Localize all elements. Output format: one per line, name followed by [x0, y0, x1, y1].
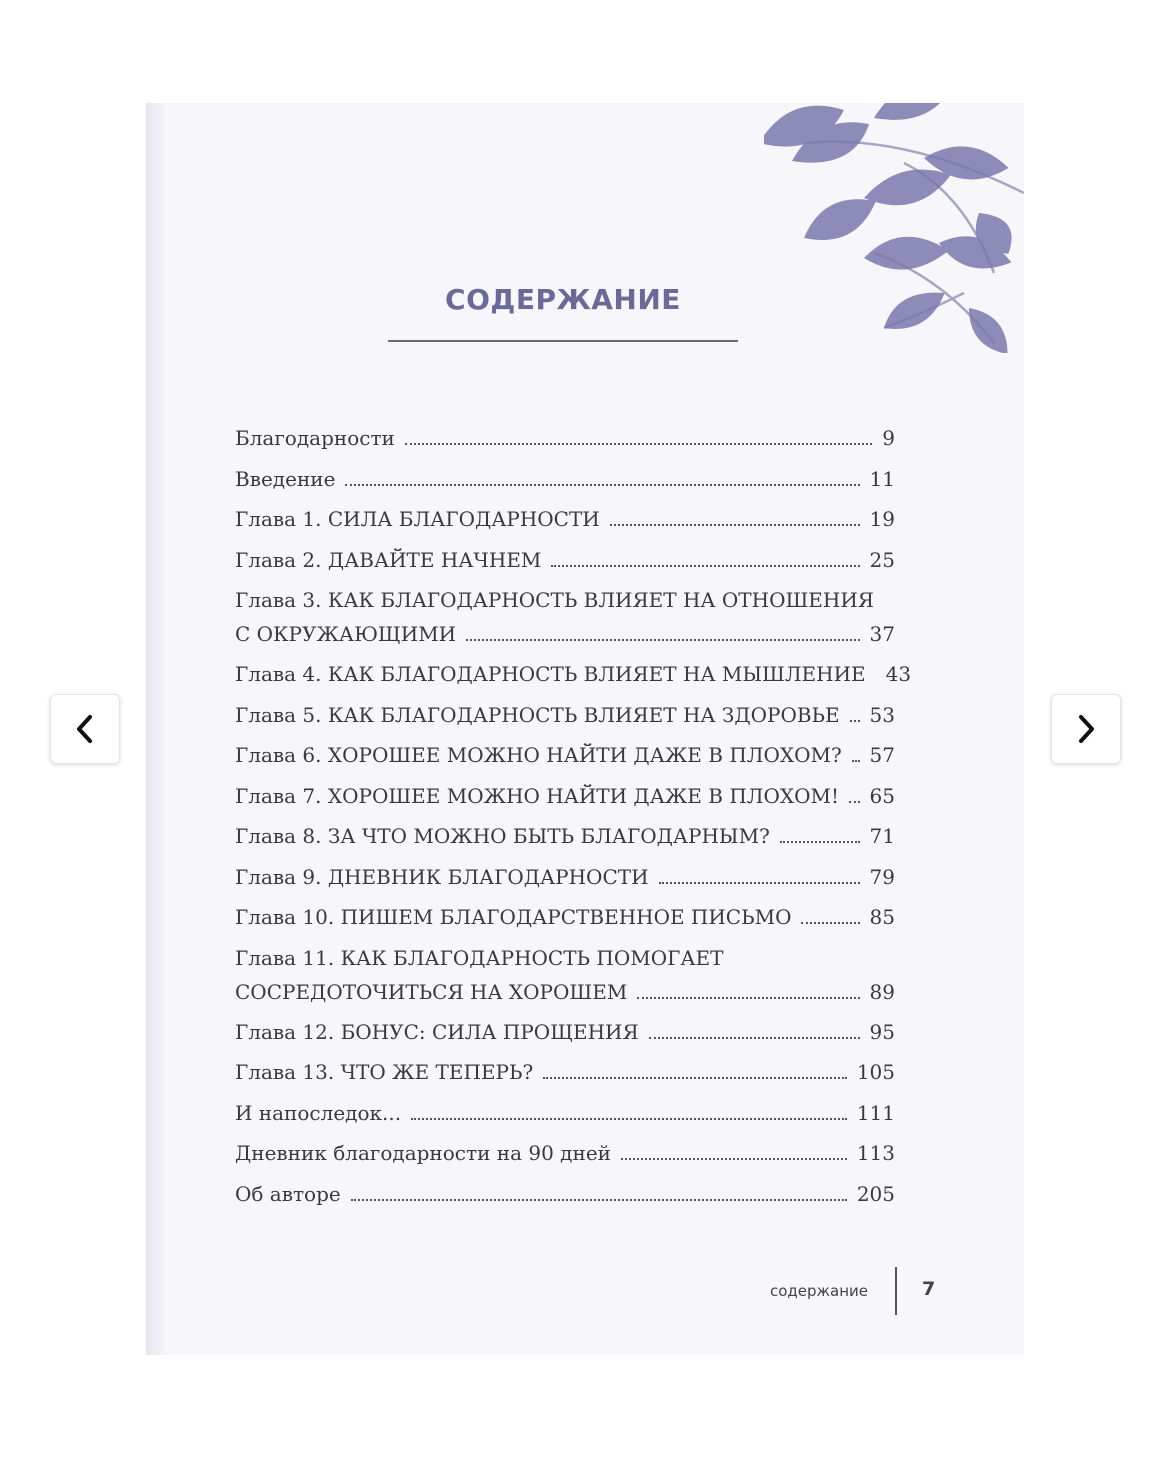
toc-entry-label-continued: СОСРЕДОТОЧИТЬСЯ НА ХОРОШЕМ [235, 979, 628, 1004]
toc-entry [235, 859, 895, 900]
toc-entry-label: Введение [235, 466, 336, 491]
toc-entry [235, 940, 895, 1014]
toc-entry-label: Глава 4. КАК БЛАГОДАРНОСТЬ ВЛИЯЕТ НА МЫШЛЕНИЕ [235, 662, 866, 686]
toc-entry-label: Глава 3. КАК БЛАГОДАРНОСТЬ ВЛИЯЕТ НА ОТНОШЕНИЯ [235, 588, 874, 612]
toc-entry [235, 1054, 895, 1095]
toc-entry-label-continued: С ОКРУЖАЮЩИМИ [235, 622, 457, 646]
toc-entry [235, 899, 895, 940]
toc-entry [235, 1176, 895, 1217]
toc-entry-label: И напоследок... [235, 1100, 402, 1125]
toc-entry-label: Глава 2. ДАВАЙТЕ НАЧНЕМ [235, 547, 542, 572]
toc-entry-page: 79 [869, 864, 895, 889]
chevron-right-icon [1075, 714, 1097, 744]
toc-entry-label: Дневник благодарности на 90 дней [235, 1141, 611, 1165]
toc-entry [235, 582, 895, 656]
toc-entry-page: 43 [885, 662, 912, 686]
toc-entry-page: 113 [856, 1141, 895, 1165]
toc-leader-dots [780, 841, 860, 843]
toc-entry [235, 697, 895, 738]
page-title: СОДЕРЖАНИЕ [445, 283, 681, 316]
toc-leader-dots [801, 922, 859, 924]
toc-leader-dots [543, 1077, 847, 1079]
toc-leader-dots [659, 882, 860, 884]
toc-entry [235, 420, 895, 461]
toc-entry-page: 65 [869, 783, 895, 808]
toc-leader-dots [345, 484, 859, 486]
toc-entry [235, 1095, 895, 1136]
toc-entry-page: 95 [869, 1019, 895, 1044]
toc-entry-label: Благодарности [235, 426, 395, 450]
toc-entry-label: Глава 6. ХОРОШЕЕ МОЖНО НАЙТИ ДАЖЕ В ПЛОХОМ? [235, 743, 842, 767]
title-divider [388, 340, 738, 342]
toc-leader-dots [849, 801, 860, 803]
toc-entry-page: 71 [869, 824, 895, 848]
toc-entry [235, 461, 895, 502]
toc-entry-page: 37 [869, 622, 895, 646]
toc-entry [235, 1135, 895, 1176]
toc-entry-page: 105 [856, 1060, 895, 1084]
toc-entry-label: Глава 11. КАК БЛАГОДАРНОСТЬ ПОМОГАЕТ [235, 945, 724, 970]
toc-entry-label: Об авторе [235, 1181, 341, 1206]
toc-entry-page: 111 [856, 1100, 895, 1125]
book-page [146, 103, 1024, 1355]
toc-leader-dots [637, 997, 859, 999]
toc-entry-page: 11 [869, 466, 895, 491]
toc-entry-label: Глава 12. БОНУС: СИЛА ПРОЩЕНИЯ [235, 1019, 639, 1044]
toc-leader-dots [551, 565, 859, 567]
toc-entry-label: Глава 9. ДНЕВНИК БЛАГОДАРНОСТИ [235, 864, 649, 889]
toc-leader-dots [405, 443, 872, 445]
toc-leader-dots [610, 524, 860, 526]
toc-entry [235, 542, 895, 583]
toc-leader-dots [621, 1158, 847, 1160]
toc-leader-dots [466, 639, 859, 641]
toc-entry [235, 1014, 895, 1055]
toc-entry-label: Глава 8. ЗА ЧТО МОЖНО БЫТЬ БЛАГОДАРНЫМ? [235, 824, 770, 848]
toc-entry-label: Глава 5. КАК БЛАГОДАРНОСТЬ ВЛИЯЕТ НА ЗДОРОВЬЕ [235, 702, 840, 727]
next-page-button[interactable] [1051, 694, 1121, 764]
toc-entry-label: Глава 10. ПИШЕМ БЛАГОДАРСТВЕННОЕ ПИСЬМО [235, 905, 792, 929]
toc-entry-page: 9 [882, 426, 895, 450]
toc-entry-page: 85 [869, 905, 895, 929]
chevron-left-icon [74, 714, 96, 744]
previous-page-button[interactable] [50, 694, 120, 764]
toc-leader-dots [411, 1118, 847, 1120]
toc-entry [235, 818, 895, 859]
toc-leader-dots [850, 720, 860, 722]
table-of-contents [235, 420, 912, 1216]
footer-divider [895, 1267, 897, 1315]
toc-entry-page: 25 [869, 547, 895, 572]
toc-entry-page: 89 [869, 979, 895, 1004]
toc-entry-label: Глава 7. ХОРОШЕЕ МОЖНО НАЙТИ ДАЖЕ В ПЛОХОМ! [235, 783, 839, 808]
footer-section-label: содержание [770, 1282, 869, 1300]
toc-entry-page: 19 [869, 507, 895, 531]
toc-leader-dots [649, 1037, 860, 1039]
toc-entry [235, 778, 895, 819]
toc-entry-label: Глава 13. ЧТО ЖЕ ТЕПЕРЬ? [235, 1060, 534, 1084]
toc-entry-page: 57 [869, 743, 895, 767]
toc-entry-page: 205 [856, 1181, 895, 1206]
page-number: 7 [922, 1278, 936, 1300]
toc-entry [235, 656, 912, 697]
toc-entry-page: 53 [869, 702, 895, 727]
toc-leader-dots [852, 760, 860, 762]
toc-entry [235, 737, 895, 778]
toc-entry [235, 501, 895, 542]
toc-leader-dots [351, 1199, 847, 1201]
toc-entry-label: Глава 1. СИЛА БЛАГОДАРНОСТИ [235, 507, 600, 531]
